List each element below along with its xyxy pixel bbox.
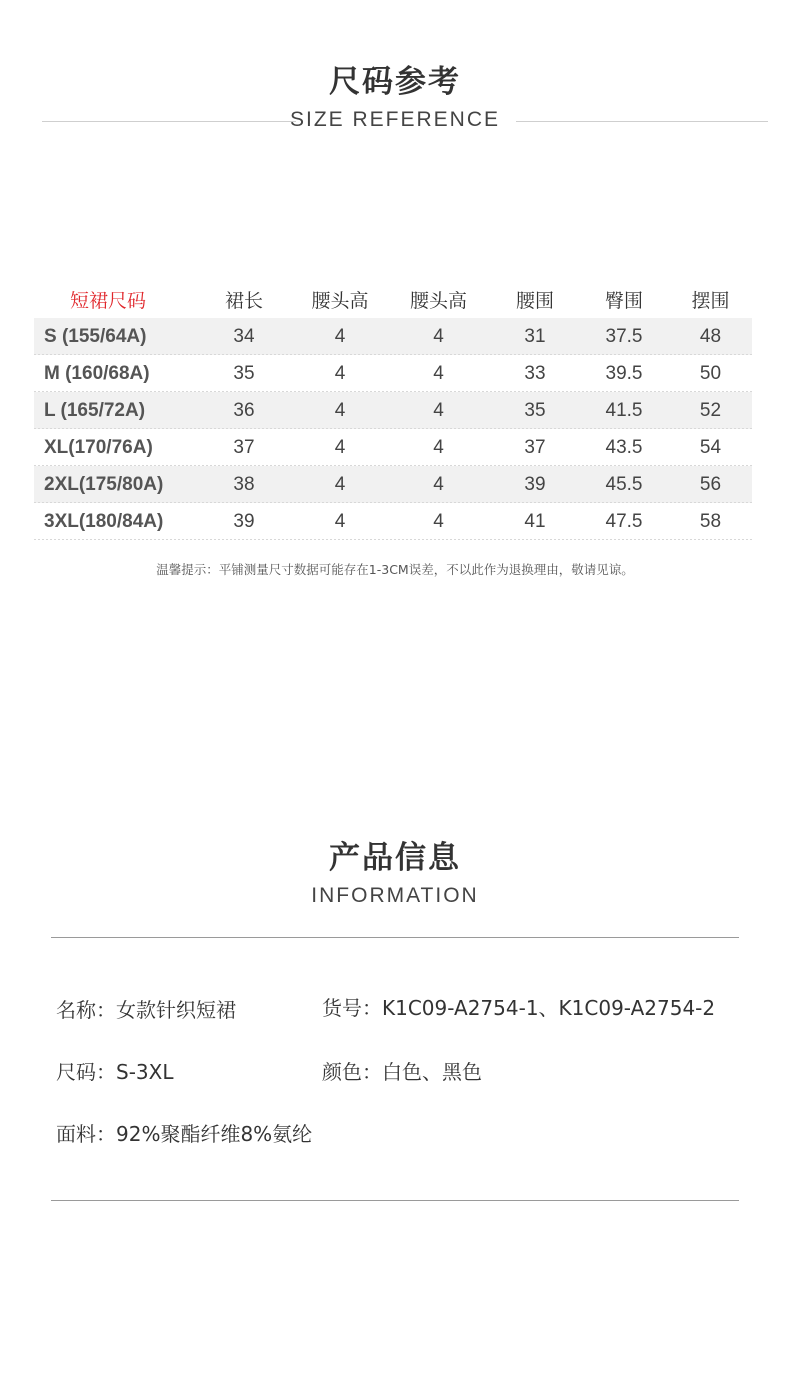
table-cell: 38 [233,473,255,495]
table-cell: 4 [433,436,444,458]
product-sku: 货号：K1C09-A2754-1、K1C09-A2754-2 [322,996,716,1020]
product-size: 尺码：S-3XL [56,1060,174,1084]
product-fabric: 面料：92%聚酯纤维8%氨纶 [56,1122,313,1146]
table-cell: 34 [233,325,255,347]
column-header-waistband-height: 腰头高 [311,290,369,312]
table-cell: 45.5 [605,473,643,495]
table-row [34,355,752,392]
table-row [34,466,752,503]
info-divider-bottom [51,1200,739,1201]
table-cell: 54 [699,436,722,458]
measurement-tip: 温馨提示：平铺测量尺寸数据可能存在1-3CM误差，不以此作为退换理由，敬请见谅。 [156,562,634,577]
table-cell: 4 [334,325,346,347]
table-row [34,392,752,429]
table-cell: 37 [233,436,255,458]
table-row [34,503,752,540]
column-header-hem: 摆围 [691,290,730,312]
table-cell: 56 [699,473,722,495]
table-cell: 33 [524,362,546,384]
table-cell: 4 [433,325,444,347]
table-cell: 4 [433,399,444,421]
size-label: S (155/64A) [44,325,147,347]
column-header-waistband-height-2: 腰头高 [409,290,467,312]
table-cell: 35 [233,362,255,384]
table-cell: 4 [334,362,346,384]
title-divider-right [516,121,768,122]
table-cell: 43.5 [605,436,643,458]
table-cell: 39.5 [605,362,643,384]
table-cell: 41.5 [605,399,643,421]
column-header-size: 短裙尺码 [70,290,147,312]
table-cell: 4 [433,362,444,384]
table-cell: 36 [233,399,255,421]
table-cell: 4 [334,510,346,532]
table-cell: 4 [334,399,346,421]
table-cell: 4 [334,436,346,458]
size-table-header [34,281,752,318]
size-label: L (165/72A) [44,399,146,421]
info-section-title: 产品信息 [329,840,461,876]
table-cell: 31 [524,325,546,347]
size-label: M (160/68A) [44,362,150,384]
column-header-hip: 臀围 [604,290,643,312]
table-cell: 37.5 [605,325,643,347]
table-row [34,429,752,466]
product-name: 名称：女款针织短裙 [56,998,236,1022]
size-section-subtitle: SIZE REFERENCE [289,108,501,131]
size-section-title: 尺码参考 [329,64,461,100]
info-section-subtitle: INFORMATION [311,884,479,907]
table-cell: 35 [524,399,546,421]
size-label: 3XL(180/84A) [44,510,164,532]
product-color: 颜色：白色、黑色 [322,1060,482,1084]
table-cell: 50 [699,362,722,384]
table-cell: 52 [699,399,722,421]
table-row [34,318,752,355]
size-table [34,281,752,540]
table-cell: 39 [233,510,255,532]
table-cell: 4 [433,473,444,495]
size-label: XL(170/76A) [44,436,153,458]
table-cell: 4 [334,473,346,495]
table-cell: 37 [524,436,546,458]
info-divider-top [51,937,739,938]
column-header-length: 裙长 [224,290,263,312]
table-cell: 41 [524,510,546,532]
table-cell: 58 [699,510,722,532]
table-cell: 39 [524,473,546,495]
table-cell: 47.5 [605,510,643,532]
column-header-waist: 腰围 [515,290,554,312]
table-cell: 4 [433,510,444,532]
size-label: 2XL(175/80A) [44,473,164,495]
table-cell: 48 [699,325,722,347]
